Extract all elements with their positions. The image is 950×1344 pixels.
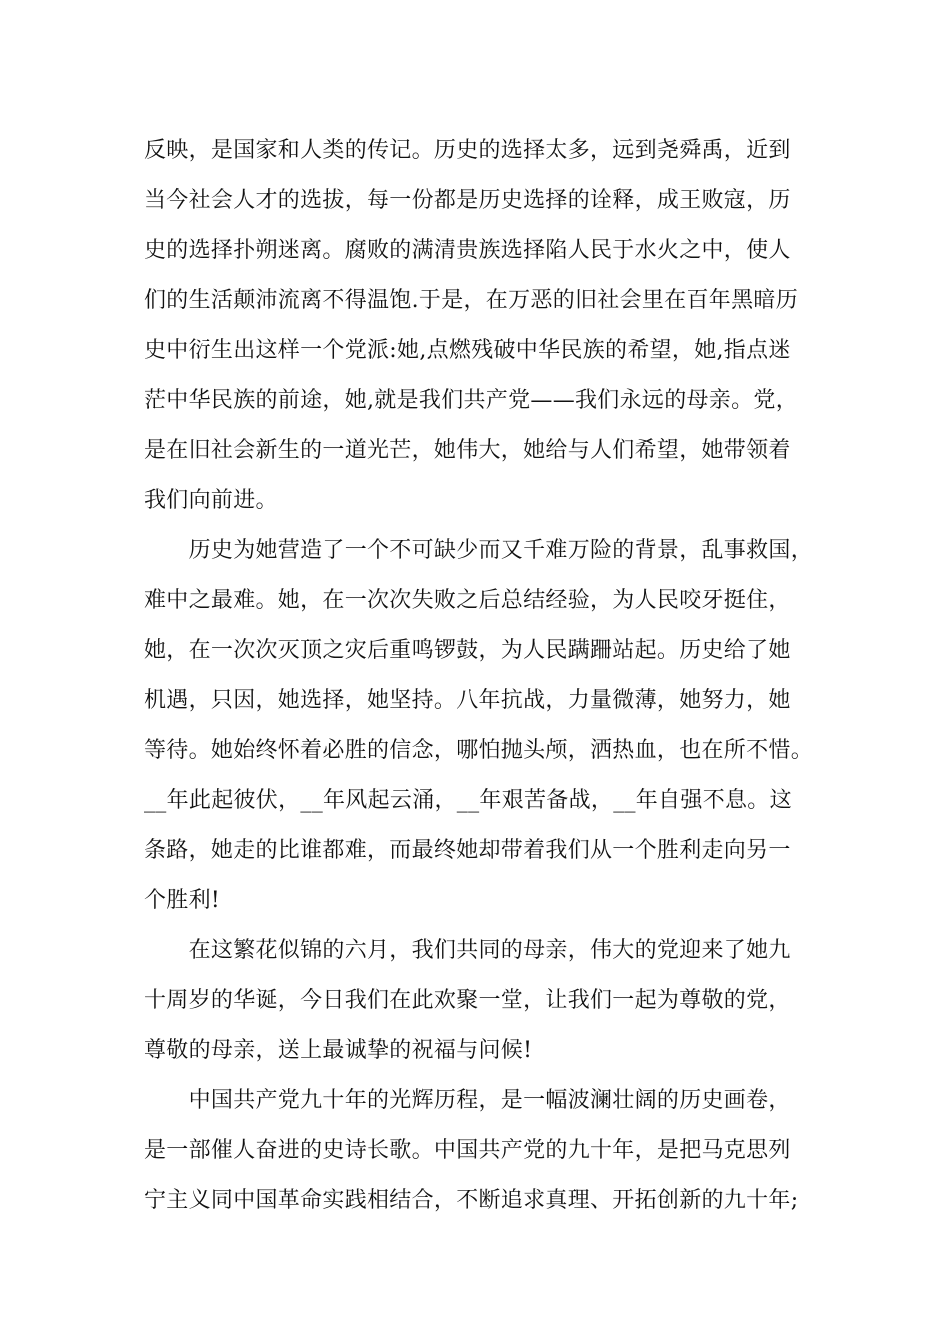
- text-line: 是一部催人奋进的史诗长歌。中国共产党的九十年，是把马克思列: [144, 1138, 791, 1163]
- text-line: 她，在一次次灭顶之灾后重鸣锣鼓，为人民蹒跚站起。历史给了她: [144, 638, 791, 663]
- paragraph-start-line: 历史为她营造了一个不可缺少而又千难万险的背景，乱事救国，: [144, 538, 814, 563]
- paragraph-start-line: 中国共产党九十年的光辉历程，是一幅波澜壮阔的历史画卷，: [144, 1088, 791, 1113]
- text-line: 是在旧社会新生的一道光芒，她伟大，她给与人们希望，她带领着: [144, 438, 791, 463]
- text-line: 等待。她始终怀着必胜的信念，哪怕抛头颅，洒热血，也在所不惜。: [144, 738, 814, 763]
- text-line: 反映，是国家和人类的传记。历史的选择太多，远到尧舜禹，近到: [144, 138, 791, 163]
- text-line: 个胜利!: [144, 888, 221, 913]
- text-line: 尊敬的母亲，送上最诚挚的祝福与问候!: [144, 1038, 533, 1063]
- text-line: __年此起彼伏，__年风起云涌，__年艰苦备战，__年自强不息。这: [144, 788, 792, 813]
- text-line: 宁主义同中国革命实践相结合，不断追求真理、开拓创新的九十年;: [144, 1188, 799, 1213]
- paragraph-start-line: 在这繁花似锦的六月，我们共同的母亲，伟大的党迎来了她九: [144, 938, 791, 963]
- text-line: 条路，她走的比谁都难，而最终她却带着我们从一个胜利走向另一: [144, 838, 791, 863]
- text-line: 史中衍生出这样一个党派:她,点燃残破中华民族的希望，她,指点迷: [144, 338, 791, 363]
- text-line: 机遇，只因，她选择，她坚持。八年抗战，力量微薄，她努力，她: [144, 688, 791, 713]
- text-line: 难中之最难。她，在一次次失败之后总结经验，为人民咬牙挺住，: [144, 588, 791, 613]
- text-line: 十周岁的华诞，今日我们在此欢聚一堂，让我们一起为尊敬的党，: [144, 988, 791, 1013]
- text-line: 我们向前进。: [144, 488, 278, 513]
- text-line: 茫中华民族的前途，她,就是我们共产党——我们永远的母亲。党，: [144, 388, 798, 413]
- text-line: 当今社会人才的选拔，每一份都是历史选择的诠释，成王败寇，历: [144, 188, 791, 213]
- text-line: 们的生活颠沛流离不得温饱.于是，在万恶的旧社会里在百年黑暗历: [144, 288, 798, 313]
- text-line: 史的选择扑朔迷离。腐败的满清贵族选择陷人民于水火之中，使人: [144, 238, 791, 263]
